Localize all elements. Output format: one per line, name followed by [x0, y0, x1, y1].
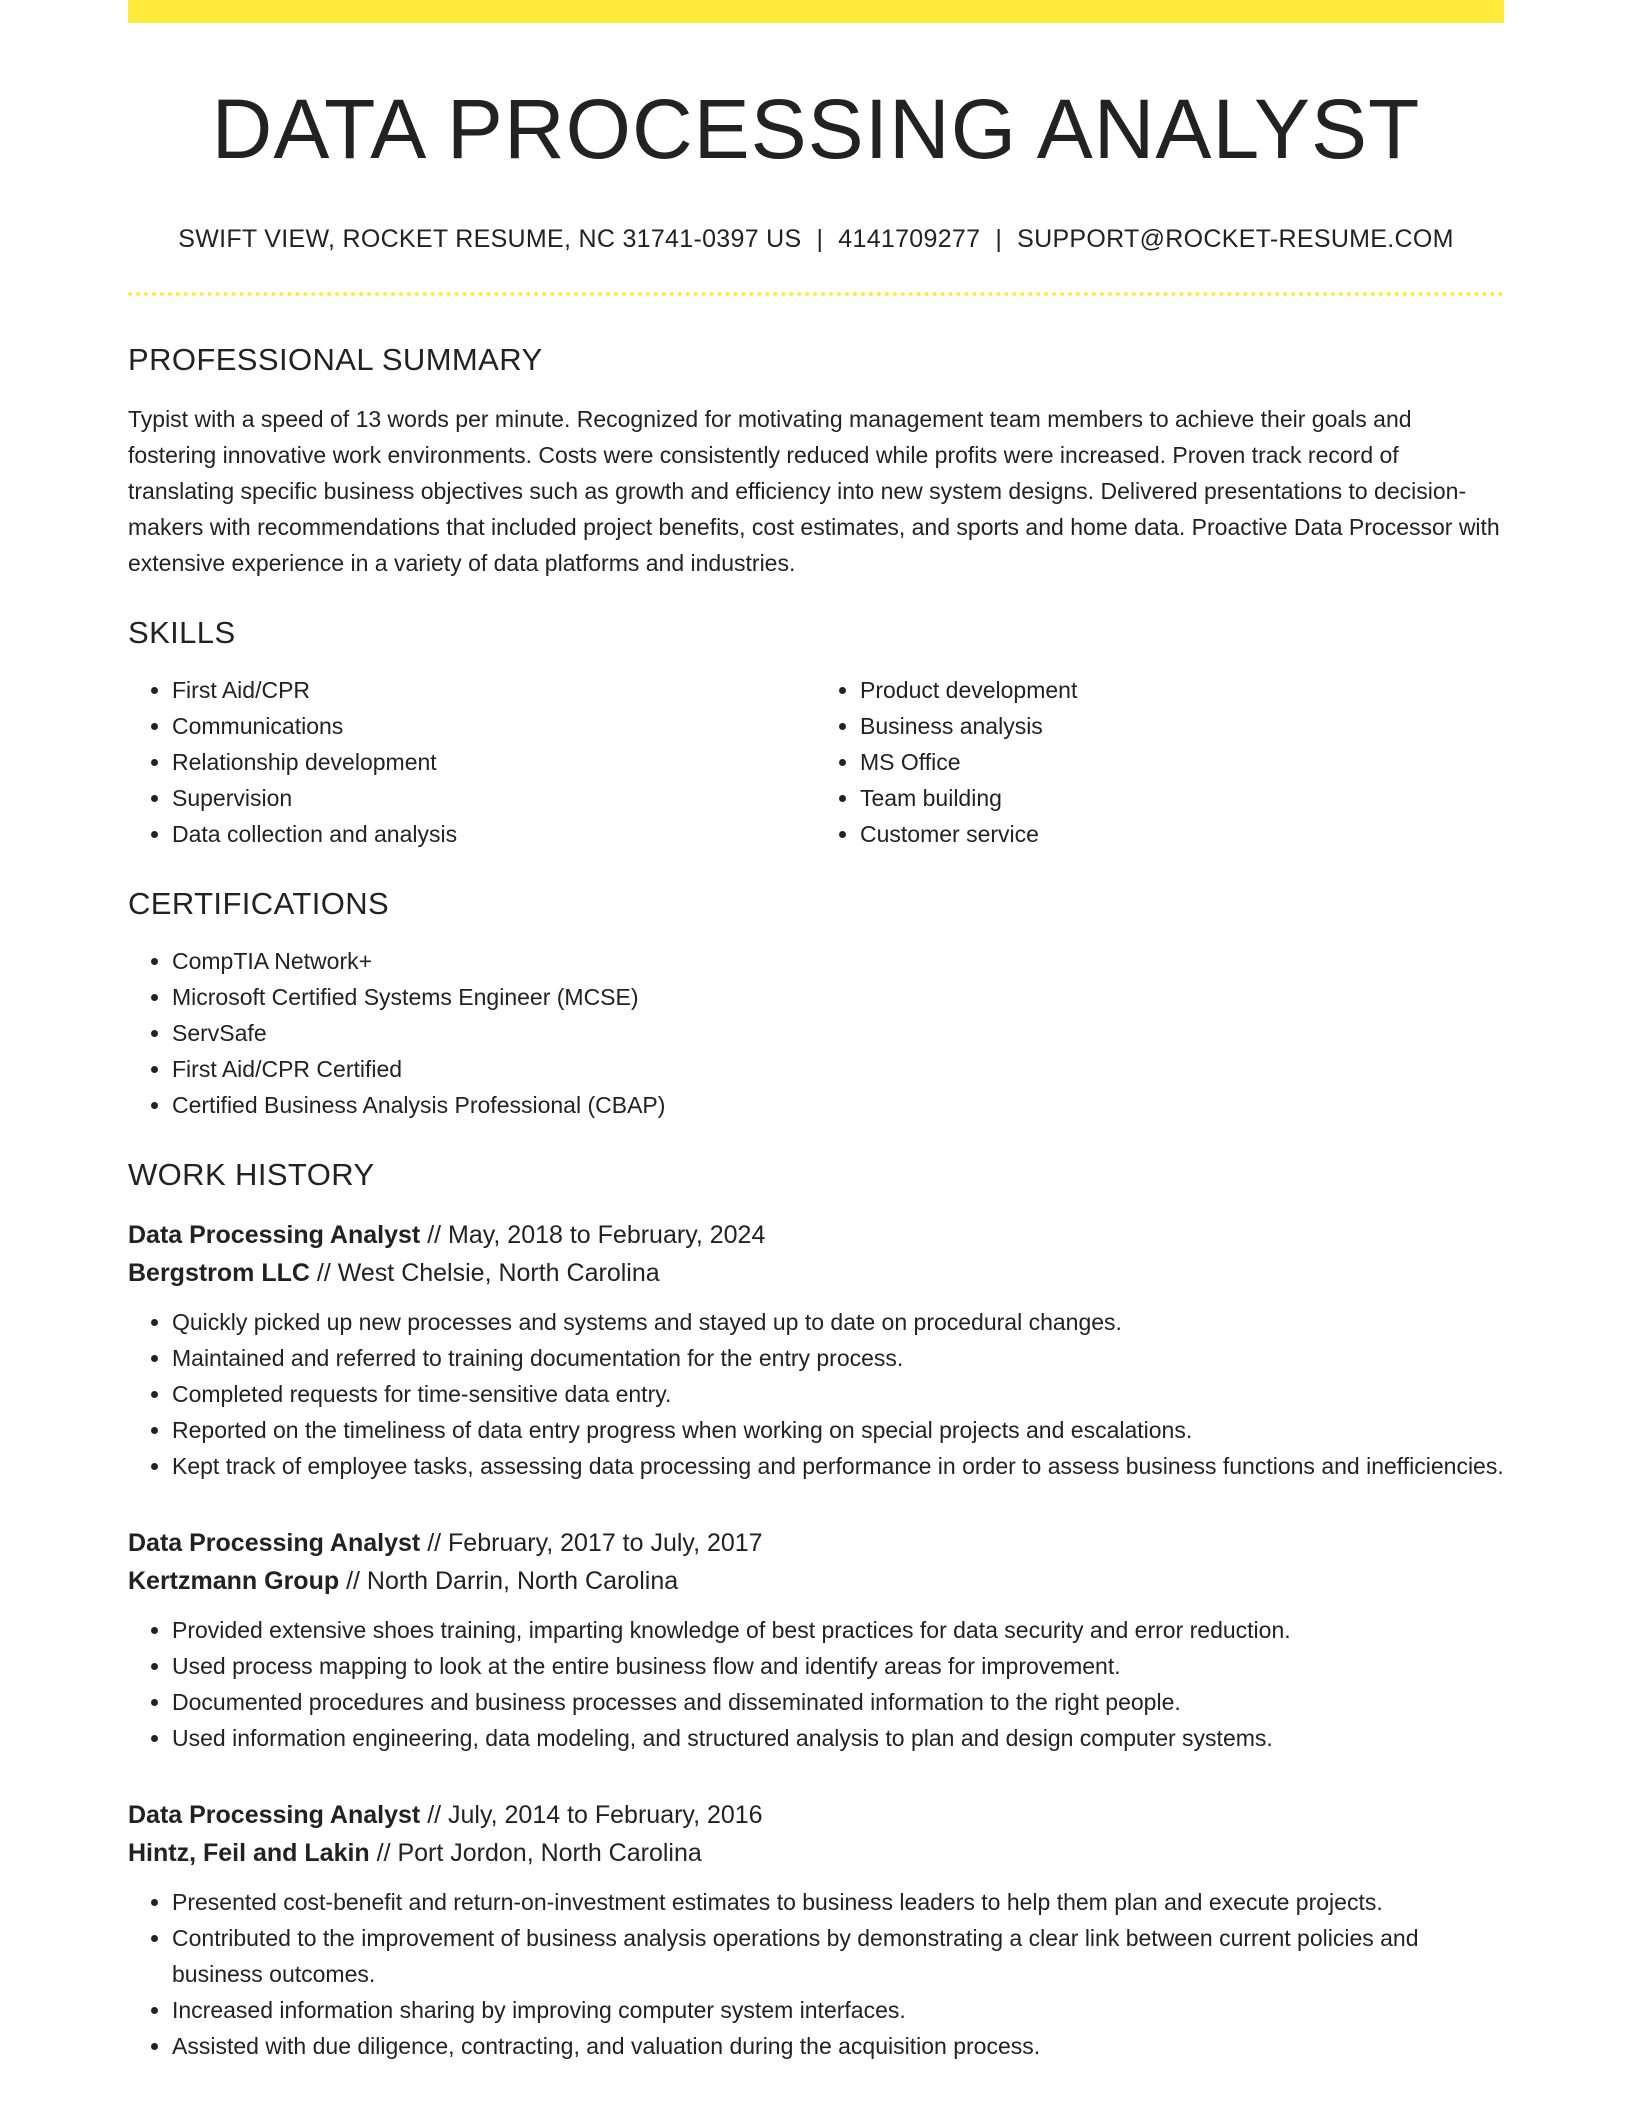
skills-list-right	[816, 672, 1504, 852]
job-bullet: • Documented procedures and business processes and disseminated information to the right people.	[172, 1684, 1504, 1720]
job-dates: // February, 2017 to July, 2017	[420, 1529, 763, 1557]
job-company-line	[128, 1562, 1504, 1600]
skill-item: • Business analysis	[860, 708, 1504, 744]
job-company: Hintz, Feil and Lakin	[128, 1839, 370, 1867]
skill-item: • Communications	[172, 708, 816, 744]
skill-item: • Customer service	[860, 816, 1504, 852]
job-dates: // July, 2014 to February, 2016	[420, 1801, 763, 1829]
job-title-line	[128, 1796, 1504, 1834]
skill-item: • Relationship development	[172, 744, 816, 780]
certification-item: • CompTIA Network+	[172, 943, 1504, 979]
job-bullet: • Used information engineering, data modeling, and structured analysis to plan and design computer systems.	[172, 1720, 1504, 1756]
resume-page	[128, 0, 1504, 2064]
job-bullet: • Used process mapping to look at the entire business flow and identify areas for improvement.	[172, 1648, 1504, 1684]
job-location: // North Darrin, North Carolina	[339, 1567, 679, 1595]
job-dates: // May, 2018 to February, 2024	[420, 1221, 766, 1249]
job-company-line	[128, 1254, 1504, 1292]
job-bullet: • Maintained and referred to training documentation for the entry process.	[172, 1340, 1504, 1376]
skill-item: • Team building	[860, 780, 1504, 816]
skill-item: • Product development	[860, 672, 1504, 708]
section-title-certifications: CERTIFICATIONS	[128, 886, 390, 921]
certification-item: • First Aid/CPR Certified	[172, 1051, 1504, 1087]
job-bullets	[128, 1884, 1504, 2064]
job-title-line	[128, 1524, 1504, 1562]
contact-separator: |	[995, 225, 1003, 253]
skills-columns	[128, 672, 1504, 852]
job-company: Bergstrom LLC	[128, 1259, 310, 1287]
section-title-skills: SKILLS	[128, 615, 236, 650]
job-company: Kertzmann Group	[128, 1567, 340, 1595]
job-bullets	[128, 1612, 1504, 1756]
job-entry	[128, 1796, 1504, 2064]
certifications-list	[128, 943, 1504, 1123]
job-bullet: • Presented cost-benefit and return-on-investment estimates to business leaders to help them plan and execute projects.	[172, 1884, 1504, 1920]
job-location: // West Chelsie, North Carolina	[309, 1259, 660, 1287]
dotted-divider	[128, 292, 1504, 296]
section-title-summary: PROFESSIONAL SUMMARY	[128, 342, 543, 377]
job-bullet: • Provided extensive shoes training, imparting knowledge of best practices for data security and error reduction.	[172, 1612, 1504, 1648]
job-bullet: • Quickly picked up new processes and systems and stayed up to date on procedural changes.	[172, 1304, 1504, 1340]
accent-top-bar	[128, 0, 1504, 23]
job-location: // Port Jordon, North Carolina	[369, 1839, 702, 1867]
contact-line	[128, 227, 1504, 252]
job-role: Data Processing Analyst	[128, 1221, 421, 1249]
job-entry	[128, 1216, 1504, 1484]
skill-item: • MS Office	[860, 744, 1504, 780]
job-bullet: • Reported on the timeliness of data entry progress when working on special projects and escalations.	[172, 1412, 1504, 1448]
contact-address: SWIFT VIEW, ROCKET RESUME, NC 31741-0397 US	[178, 225, 802, 253]
summary-text: Typist with a speed of 13 words per minute. Recognized for motivating management team members to achieve their goals and fostering innovative work environments. Costs were consistently reduced while profits were increased. Proven track record of translating specific business objectives such as growth and efficiency into new system designs. Delivered presentations to decision-makers with recommendations that included project benefits, cost estimates, and sports and home data. Proactive Data Processor with extensive experience in a variety of data platforms and industries.	[128, 406, 1500, 576]
job-bullets	[128, 1304, 1504, 1484]
contact-phone: 4141709277	[838, 225, 981, 253]
job-bullet: • Assisted with due diligence, contracting, and valuation during the acquisition process.	[172, 2028, 1504, 2064]
job-bullet: • Kept track of employee tasks, assessing data processing and performance in order to assess business functions and inefficiencies.	[172, 1448, 1504, 1484]
job-entry	[128, 1524, 1504, 1756]
skills-list-left	[128, 672, 816, 852]
contact-separator: |	[816, 225, 824, 253]
job-bullet: • Contributed to the improvement of business analysis operations by demonstrating a clear link between current policies and business outcomes.	[172, 1920, 1504, 1992]
job-role: Data Processing Analyst	[128, 1801, 421, 1829]
skill-item: • Supervision	[172, 780, 816, 816]
contact-email: SUPPORT@ROCKET-RESUME.COM	[1017, 225, 1454, 253]
certification-item: • Microsoft Certified Systems Engineer (MCSE)	[172, 979, 1504, 1015]
job-bullet: • Completed requests for time-sensitive data entry.	[172, 1376, 1504, 1412]
certification-item: • Certified Business Analysis Professional (CBAP)	[172, 1087, 1504, 1123]
certification-item: • ServSafe	[172, 1015, 1504, 1051]
section-title-work-history: WORK HISTORY	[128, 1157, 375, 1192]
skill-item: • Data collection and analysis	[172, 816, 816, 852]
job-company-line	[128, 1834, 1504, 1872]
job-bullet: • Increased information sharing by improving computer system interfaces.	[172, 1992, 1504, 2028]
job-role: Data Processing Analyst	[128, 1529, 421, 1557]
candidate-name: DATA PROCESSING ANALYST	[211, 82, 1421, 176]
skill-item: • First Aid/CPR	[172, 672, 816, 708]
job-title-line	[128, 1216, 1504, 1254]
